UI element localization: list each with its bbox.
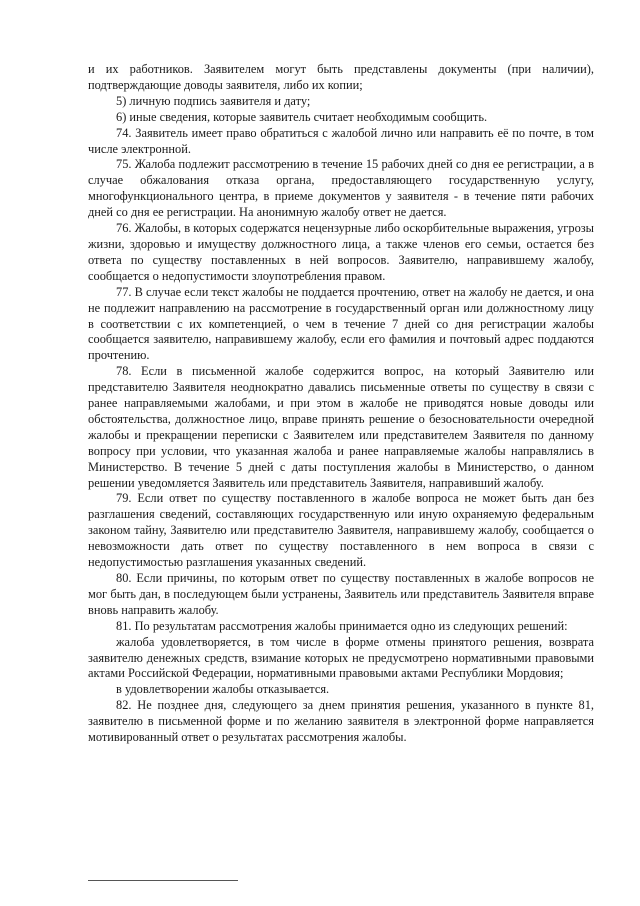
document-page	[88, 62, 594, 746]
paragraph-76: 76. Жалобы, в которых содержатся нецензурные либо оскорбительные выражения, угрозы жизни, здоровью и имуществу должностного лица, а также членов его семьи, остается без ответа по существу поставленных в ней вопросов. Заявителю, направившему жалобу, сообщается о недопустимости злоупотребления правом.	[88, 221, 594, 283]
paragraph-75: 75. Жалоба подлежит рассмотрению в течение 15 рабочих дней со дня ее регистрации, а в случае обжалования отказа органа, предоставляющего государственную услугу, многофункционального центра, в приеме документов у заявителя - в течение пяти рабочих дней со дня ее регистрации. На анонимную жалобу ответ не дается.	[88, 157, 594, 220]
paragraph-74: 74. Заявитель имеет право обратиться с жалобой лично или направить её по почте, в том числе электронной.	[88, 125, 594, 156]
paragraph-80: 80. Если причины, по которым ответ по существу поставленных в жалобе вопросов не мог быть дан, в последующем были устранены, Заявитель или представитель Заявителя вправе вновь направить жалобу.	[88, 571, 594, 617]
paragraph-82: 82. Не позднее дня, следующего за днем принятия решения, указанного в пункте 81, заявителю в письменной форме и по желанию заявителя в электронной форме направляется мотивированный ответ о результатах рассмотрения жалобы.	[88, 698, 594, 745]
paragraph-77: 77. В случае если текст жалобы не поддается прочтению, ответ на жалобу не дается, и она не подлежит направлению на рассмотрение в государственный орган или должностному лицу в соответствии с их компетенцией, о чем в течение 7 дней со дня регистрации жалобы сообщается заявителю, направившему жалобу, если его фамилия и почтовый адрес поддаются прочтению.	[88, 284, 594, 363]
paragraph-78: 78. Если в письменной жалобе содержится вопрос, на который Заявителю или представителю Заявителя неоднократно давались письменные ответы по существу в связи с ранее направляемыми жалобами, и при этом в жалобе не приводятся новые доводы или обстоятельства, должностное лицо, вправе принять решение о безосновательности очередной жалобы и прекращении переписки с Заявителем или представителем Заявителя по данному вопросу при условии, что указанная жалоба и ранее направляемые жалобы направлялись в Министерство. В течение 5 дней с даты поступления жалобы в Министерство, о данном решении уведомляется Заявитель или представитель Заявителя, направивший жалобу.	[88, 364, 594, 490]
paragraph-81-option-satisfied: жалоба удовлетворяется, в том числе в форме отмены принятого решения, возврата заявителю денежных средств, взимание которых не предусмотрено нормативными правовыми актами Российской Федерации, нормативными правовыми актами Республики Мордовия;	[88, 634, 594, 681]
paragraph-81: 81. По результатам рассмотрения жалобы принимается одно из следующих решений:	[116, 618, 568, 633]
footnote-divider	[88, 880, 238, 881]
paragraph-79: 79. Если ответ по существу поставленного в жалобе вопроса не может быть дан без разглашения сведений, составляющих государственную или иную охраняемую федеральным законом тайну, Заявителю или представителю Заявителя, направившему жалобу, сообщается о невозможности дать ответ по существу поставленного в нем вопроса в связи с недопустимостью разглашения указанных сведений.	[88, 491, 594, 570]
paragraph-item-6: 6) иные сведения, которые заявитель считает необходимым сообщить.	[116, 109, 488, 124]
paragraph-item-5: 5) личную подпись заявителя и дату;	[116, 93, 311, 108]
paragraph-continuation: и их работников. Заявителем могут быть представлены документы (при наличии), подтверждающие доводы заявителя, либо их копии;	[88, 62, 594, 92]
paragraph-81-option-refused: в удовлетворении жалобы отказывается.	[116, 682, 330, 697]
